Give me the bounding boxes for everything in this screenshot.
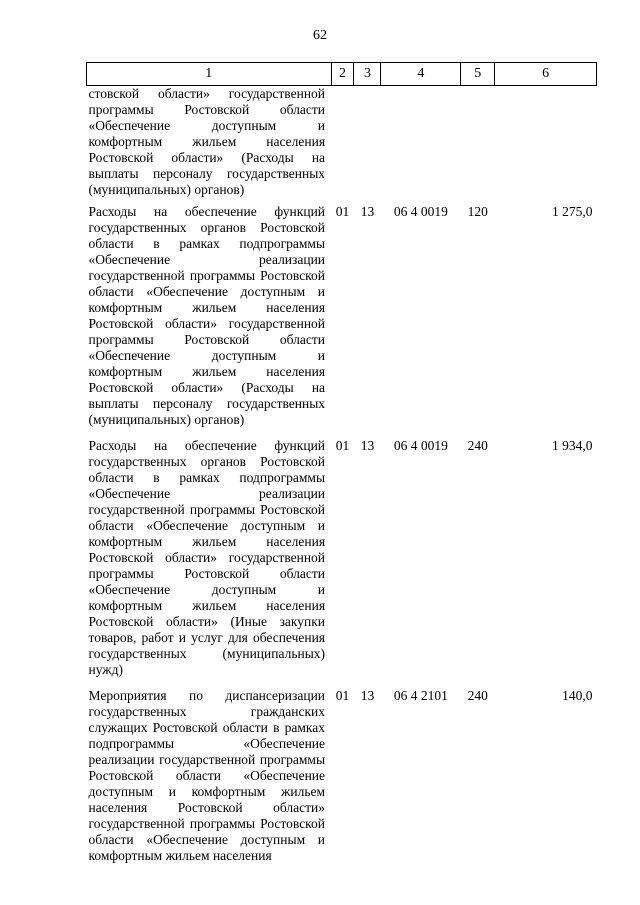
row-expense-type (461, 86, 495, 199)
row-section (331, 86, 354, 199)
row-subsection: 13 (360, 688, 375, 703)
row-target-code: 06 4 0019 (393, 438, 448, 453)
row-subsection (354, 86, 381, 199)
row-amount: 1 275,0 (552, 204, 593, 219)
row-target-code (381, 86, 461, 199)
table-header-row (87, 63, 597, 86)
row-expense-type: 240 (467, 688, 488, 703)
row-amount: 140,0 (562, 688, 593, 703)
row-target-code: 06 4 0019 (393, 204, 448, 219)
row-section: 01 (335, 204, 350, 219)
row-amount: 1 934,0 (552, 438, 593, 453)
row-description: Расходы на обеспечение функций государственных органов Ростовской области в рамках подпрограммы «Обеспечение реализации государственной программы Ростовской области «Обеспечение доступным и комфортным жильем населения Ростовской области» государственной программы Ростовской области «Обеспечение доступным и комфортным жильем населения Ростовской области» (Расходы на выплаты персоналу государственных (муниципальных) органов) (88, 204, 326, 427)
row-subsection: 13 (360, 204, 375, 219)
row-expense-type: 120 (467, 204, 488, 219)
budget-table (86, 62, 597, 868)
table-row (87, 682, 597, 868)
table-row (87, 86, 597, 199)
row-subsection: 13 (360, 438, 375, 453)
header-col-3: 3 (354, 63, 381, 86)
header-col-5: 5 (461, 63, 495, 86)
table-row (87, 198, 597, 432)
row-description: стовской области» государственной программы Ростовской области «Обеспечение доступным и комфортным жильем населения Ростовской области» (Расходы на выплаты персоналу государственных (муниципальных) органов) (88, 86, 326, 197)
row-expense-type: 240 (467, 438, 488, 453)
table-row (87, 432, 597, 682)
header-col-2: 2 (331, 63, 354, 86)
row-target-code: 06 4 2101 (393, 688, 448, 703)
header-col-1: 1 (87, 63, 332, 86)
row-description: Расходы на обеспечение функций государственных органов Ростовской области в рамках подпрограммы «Обеспечение реализации государственной программы Ростовской области «Обеспечение доступным и комфортным жильем населения Ростовской области» государственной программы Ростовской области «Обеспечение доступным и комфортным жильем населения Ростовской области» (Иные закупки товаров, работ и услуг для обеспечения государственных (муниципальных) нужд) (88, 438, 326, 677)
page-number: 62 (313, 28, 327, 43)
row-section: 01 (335, 438, 350, 453)
row-section: 01 (335, 688, 350, 703)
row-amount (495, 86, 597, 199)
header-col-4: 4 (381, 63, 461, 86)
row-description: Мероприятия по диспансеризации государственных гражданских служащих Ростовской области в рамках подпрограммы «Обеспечение реализации государственной программы Ростовской области «Обеспечение доступным и комфортным жильем населения Ростовской области» государственной программы Ростовской области «Обеспечение доступным и комфортным жильем населения (88, 688, 326, 863)
header-col-6: 6 (495, 63, 597, 86)
